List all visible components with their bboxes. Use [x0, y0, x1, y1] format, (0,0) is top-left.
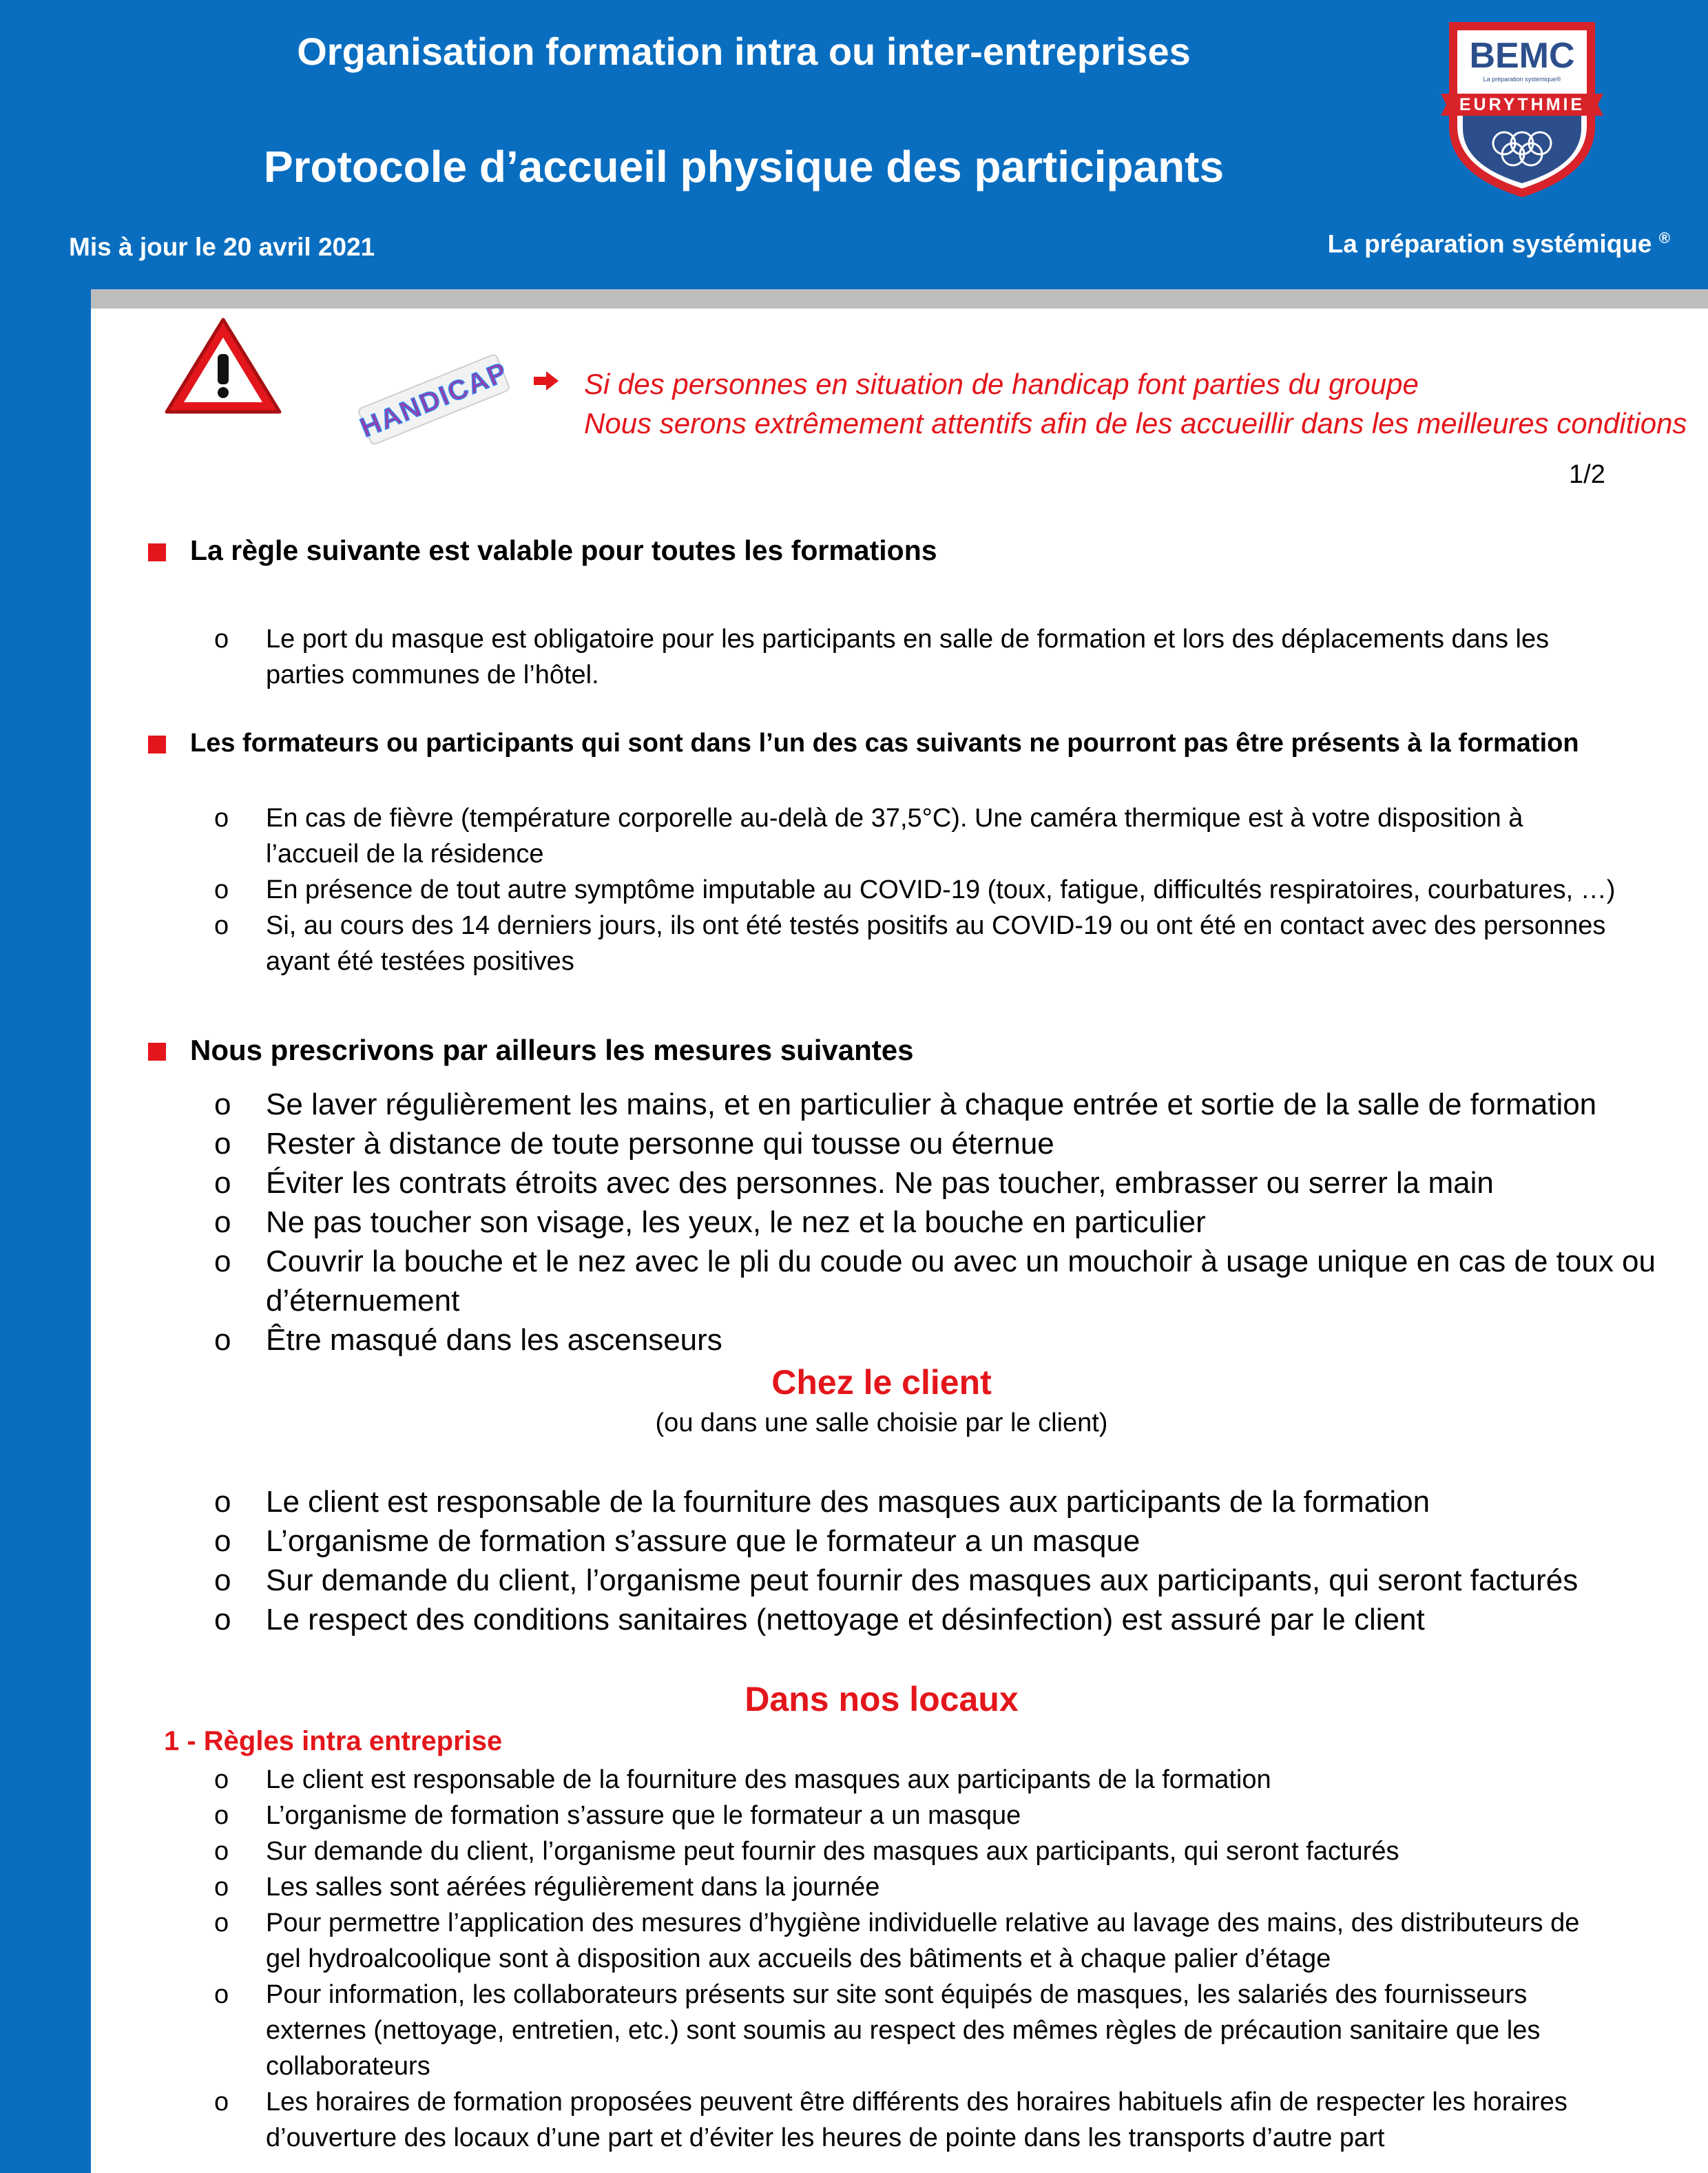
list-item-text: Le client est responsable de la fourniture des masques aux participants de la formation	[266, 1485, 1430, 1519]
list-item-text: d’éternuement	[266, 1284, 460, 1318]
list-item-text: Sur demande du client, l’organisme peut fournir des masques aux participants, qui seront facturés	[266, 1563, 1579, 1597]
handicap-note-line1: Si des personnes en situation de handicap font parties du groupe	[584, 368, 1419, 400]
list-item-text: gel hydroalcoolique sont à disposition aux accueils des bâtiments et à chaque palier d’étage	[266, 1944, 1331, 1973]
section-marker-1	[148, 543, 166, 561]
arrow-right-icon	[532, 371, 560, 391]
section-title-measures: Nous prescrivons par ailleurs les mesures suivantes	[190, 1034, 914, 1066]
bullet-marker: o	[214, 1245, 231, 1278]
list-item-text: Pour permettre l’application des mesures d’hygiène individuelle relative au lavage des mains, des distributeurs de	[266, 1909, 1580, 1937]
bullet-marker: o	[214, 1801, 229, 1830]
handicap-note-line2: Nous serons extrêmement attentifs afin de les accueillir dans les meilleures conditions	[584, 407, 1687, 439]
update-date: Mis à jour le 20 avril 2021	[69, 233, 375, 261]
bullet-marker: o	[214, 1524, 231, 1558]
list-item-text: Couvrir la bouche et le nez avec le pli du coude ou avec un mouchoir à usage unique en cas de toux ou	[266, 1245, 1656, 1278]
bullet-marker: o	[214, 1909, 229, 1937]
bullet-marker: o	[214, 1873, 229, 1902]
client-heading: Chez le client	[771, 1363, 992, 1402]
section-title-exclusions: Les formateurs ou participants qui sont dans l’un des cas suivants ne pourront pas être présents à la formation	[190, 729, 1579, 758]
bullet-marker: o	[214, 911, 229, 940]
intra-rules-heading: 1 - Règles intra entreprise	[164, 1726, 503, 1756]
warning-icon	[163, 315, 284, 417]
list-item-text: En présence de tout autre symptôme imputable au COVID-19 (toux, fatigue, difficultés respiratoires, courbatures, …)	[266, 875, 1616, 904]
bullet-marker: o	[214, 804, 229, 833]
list-item-text: En cas de fièvre (température corporelle au-delà de 37,5°C). Une caméra thermique est à votre disposition à	[266, 804, 1523, 833]
svg-text:HANDICAP: HANDICAP	[355, 356, 512, 444]
list-item-text: Le port du masque est obligatoire pour les participants en salle de formation et lors des déplacements dans les	[266, 625, 1550, 654]
section-title-rule: La règle suivante est valable pour toutes les formations	[190, 534, 937, 566]
registered-mark: ®	[1658, 229, 1670, 247]
svg-text:La préparation systémique®: La préparation systémique®	[1483, 76, 1561, 83]
list-item-text: Le respect des conditions sanitaires (nettoyage et désinfection) est assuré par le client	[266, 1603, 1425, 1636]
handicap-badge-icon	[351, 344, 517, 455]
bullet-marker: o	[214, 1980, 229, 2009]
list-item-text: Pour information, les collaborateurs présents sur site sont équipés de masques, les salariés des fournisseurs	[266, 1980, 1528, 2009]
bullet-marker: o	[214, 1563, 231, 1597]
premises-heading: Dans nos locaux	[744, 1680, 1019, 1718]
page-number: 1/2	[1569, 460, 1605, 489]
bullet-marker: o	[214, 1127, 231, 1161]
list-item-text: Les horaires de formation proposées peuvent être différents des horaires habituels afin de respecter les horaires	[266, 2088, 1568, 2117]
list-item-text: d’ouverture des locaux d’une part et d’éviter les heures de pointe dans les transports d’autre part	[266, 2123, 1385, 2152]
list-item-text: Le client est responsable de la fourniture des masques aux participants de la formation	[266, 1765, 1271, 1794]
list-item-text: collaborateurs	[266, 2052, 430, 2081]
section-marker-3	[148, 1043, 166, 1061]
list-item-text: ayant été testées positives	[266, 947, 574, 976]
client-subheading: (ou dans une salle choisie par le client)	[655, 1408, 1108, 1437]
svg-text:BEMC: BEMC	[1469, 36, 1575, 76]
bullet-marker: o	[214, 1166, 231, 1200]
list-item-text: Se laver régulièrement les mains, et en particulier à chaque entrée et sortie de la salle de formation	[266, 1088, 1597, 1121]
bullet-marker: o	[214, 1485, 231, 1519]
list-item-text: L’organisme de formation s’assure que le formateur a un masque	[266, 1524, 1141, 1558]
bullet-marker: o	[214, 1088, 231, 1121]
section-marker-2	[148, 736, 166, 753]
list-item-text: Ne pas toucher son visage, les yeux, le nez et la bouche en particulier	[266, 1205, 1206, 1239]
bullet-marker: o	[214, 2088, 229, 2117]
bullet-marker: o	[214, 1205, 231, 1239]
list-item-text: parties communes de l’hôtel.	[266, 661, 599, 689]
list-item-text: Sur demande du client, l’organisme peut fournir des masques aux participants, qui seront facturés	[266, 1837, 1399, 1866]
bullet-marker: o	[214, 1323, 231, 1357]
bullet-marker: o	[214, 1765, 229, 1794]
list-item-text: Rester à distance de toute personne qui tousse ou éternue	[266, 1127, 1054, 1161]
list-item-text: l’accueil de la résidence	[266, 840, 544, 869]
list-item-text: Éviter les contrats étroits avec des personnes. Ne pas toucher, embrasser ou serrer la main	[266, 1166, 1494, 1200]
list-item-text: Être masqué dans les ascenseurs	[266, 1323, 722, 1357]
tagline: La préparation systémique ®	[1327, 229, 1670, 258]
bullet-marker: o	[214, 875, 229, 904]
list-item-text: Si, au cours des 14 derniers jours, ils ont été testés positifs au COVID-19 ou ont été en contact avec des personnes	[266, 911, 1606, 940]
document-title: Organisation formation intra ou inter-entreprises	[297, 30, 1191, 73]
bullet-marker: o	[214, 625, 229, 654]
svg-text:EURYTHMIE: EURYTHMIE	[1459, 95, 1585, 114]
list-item-text: L’organisme de formation s’assure que le formateur a un masque	[266, 1801, 1021, 1830]
list-item-text: Les salles sont aérées régulièrement dans la journée	[266, 1873, 880, 1902]
list-item-text: externes (nettoyage, entretien, etc.) sont soumis au respect des mêmes règles de précaution sanitaire que les	[266, 2016, 1541, 2045]
document-subtitle: Protocole d’accueil physique des participants	[263, 142, 1225, 191]
bullet-marker: o	[214, 1837, 229, 1866]
bullet-marker: o	[214, 1603, 231, 1636]
